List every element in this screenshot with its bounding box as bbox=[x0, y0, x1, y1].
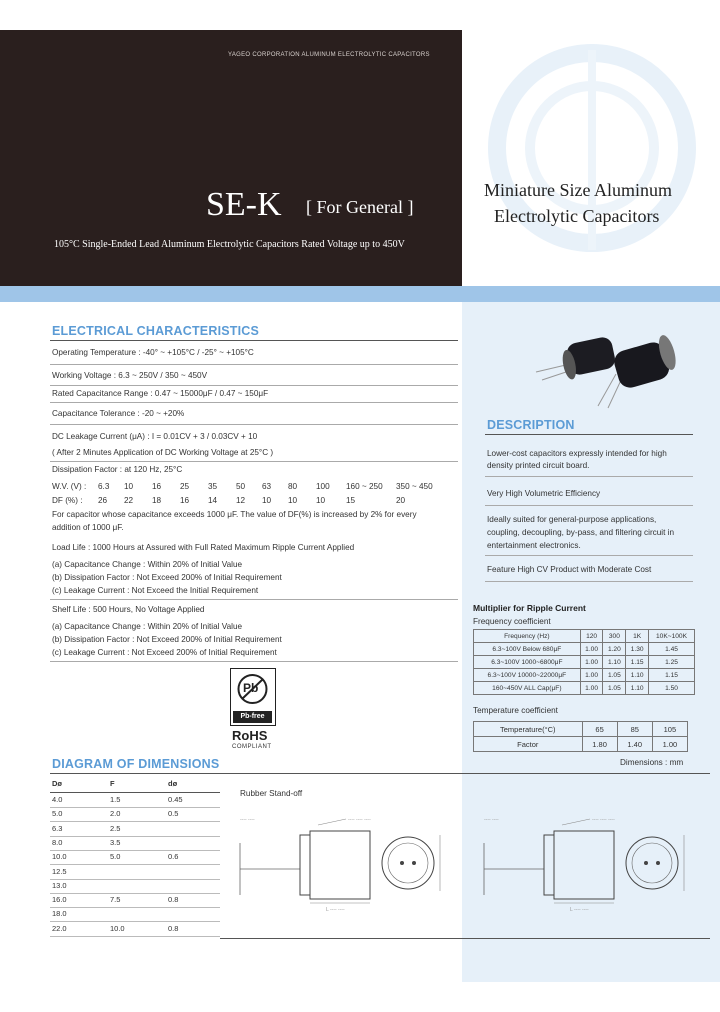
wv-value: 160 ~ 250 bbox=[346, 482, 383, 491]
wv-value: 100 bbox=[316, 482, 330, 491]
table-cell: 1.40 bbox=[617, 737, 652, 752]
table-cell: 1.00 bbox=[580, 643, 603, 656]
table-cell: 1.10 bbox=[603, 656, 626, 669]
rohs-logo: RoHS bbox=[232, 728, 268, 743]
dim-col-d: Dø bbox=[52, 779, 62, 788]
df-label: DF (%) : bbox=[52, 496, 83, 505]
svg-text:---- ----: ---- ---- bbox=[484, 817, 499, 823]
header-light-panel bbox=[462, 30, 720, 286]
diagram-heading: DIAGRAM OF DIMENSIONS bbox=[52, 757, 220, 771]
table-cell: 1.15 bbox=[626, 656, 649, 669]
dim-row-rule bbox=[50, 921, 220, 922]
dim-d-value: 8.0 bbox=[52, 837, 63, 847]
desc-p1-line1: Lower-cost capacitors expressly intended for high bbox=[487, 449, 667, 458]
dim-dd-value: 0.45 bbox=[168, 795, 183, 804]
shelf-life-b: (b) Dissipation Factor : Not Exceed 200% of Initial Requirement bbox=[52, 635, 282, 644]
dim-d-value: 12.5 bbox=[52, 866, 67, 876]
dim-row-rule bbox=[50, 936, 220, 937]
dimension-drawing-left bbox=[236, 805, 450, 915]
table-cell: 6.3~100V Below 680μF bbox=[474, 643, 581, 656]
svg-text:---- ---- ----: ---- ---- ---- bbox=[592, 817, 615, 823]
description-heading: DESCRIPTION bbox=[487, 418, 575, 432]
svg-text:L ---- ----: L ---- ---- bbox=[326, 907, 345, 913]
df-title: Dissipation Factor : at 120 Hz, 25°C bbox=[52, 465, 183, 474]
wv-value: 63 bbox=[262, 482, 272, 491]
dim-f-value: 7.5 bbox=[110, 895, 121, 905]
df-value: 12 bbox=[236, 496, 246, 505]
desc-p3-line3: entertainment electronics. bbox=[487, 541, 581, 550]
df-value: 18 bbox=[152, 496, 162, 505]
table-row bbox=[474, 656, 695, 669]
table-cell: 1.00 bbox=[580, 656, 603, 669]
dc-leakage-note: ( After 2 Minutes Application of DC Working Voltage at 25°C ) bbox=[52, 448, 274, 457]
rohs-compliant: COMPLIANT bbox=[232, 744, 272, 750]
table-cell: 6.3~100V 10000~22000μF bbox=[474, 669, 581, 682]
temperature-header-row bbox=[474, 722, 688, 737]
df-value: 20 bbox=[396, 496, 406, 505]
dim-f-value: 2.0 bbox=[110, 809, 121, 819]
table-row bbox=[474, 643, 695, 656]
svg-text:L ---- ----: L ---- ---- bbox=[570, 907, 589, 913]
dim-row-rule bbox=[50, 907, 220, 908]
dim-f-value: 2.5 bbox=[110, 823, 121, 833]
table-cell: 1.05 bbox=[603, 669, 626, 682]
dim-d-value: 10.0 bbox=[52, 852, 67, 862]
dim-row-rule bbox=[50, 864, 220, 865]
table-cell: 1.00 bbox=[580, 669, 603, 682]
frequency-coefficient-label: Frequency coefficient bbox=[473, 617, 551, 626]
wv-value: 16 bbox=[152, 482, 162, 491]
dim-f-value: 10.0 bbox=[110, 923, 125, 933]
table-cell: 1.25 bbox=[649, 656, 695, 669]
desc-p4: Feature High CV Product with Moderate Cost bbox=[487, 565, 652, 574]
table-cell: 1.50 bbox=[649, 682, 695, 695]
freq-header-cell: 1K bbox=[626, 630, 649, 643]
dim-dd-value: 0.8 bbox=[168, 895, 179, 905]
table-cell: 1.00 bbox=[652, 737, 687, 752]
load-life-a: (a) Capacitance Change : Within 20% of Initial Value bbox=[52, 560, 243, 569]
accent-band-right bbox=[462, 286, 720, 302]
wv-value: 25 bbox=[180, 482, 190, 491]
dim-d-value: 6.3 bbox=[52, 823, 63, 833]
electrical-heading: ELECTRICAL CHARACTERISTICS bbox=[52, 324, 260, 338]
pb-free-label: Pb-free bbox=[233, 711, 272, 723]
table-cell: 1.45 bbox=[649, 643, 695, 656]
wv-value: 50 bbox=[236, 482, 246, 491]
load-life: Load Life : 1000 Hours at Assured with Full Rated Maximum Ripple Current Applied bbox=[52, 543, 355, 552]
load-life-c: (c) Leakage Current : Not Exceed the Initial Requirement bbox=[52, 586, 259, 595]
title-line-2: Electrolytic Capacitors bbox=[494, 206, 660, 226]
page-bottom bbox=[0, 982, 720, 1012]
dimension-drawing-right bbox=[480, 805, 694, 915]
operating-temp: Operating Temperature : -40° ~ +105°C / -25° ~ +105°C bbox=[52, 348, 254, 357]
dim-f-value: 1.5 bbox=[110, 795, 121, 804]
temp-header-cell: 85 bbox=[617, 722, 652, 737]
dim-row-rule bbox=[50, 850, 220, 851]
df-value: 10 bbox=[262, 496, 272, 505]
svg-text:---- ----: ---- ---- bbox=[240, 817, 255, 823]
df-value: 22 bbox=[124, 496, 134, 505]
pb-free-logo bbox=[230, 668, 276, 726]
temp-header-cell: 65 bbox=[582, 722, 617, 737]
dim-row-rule bbox=[50, 836, 220, 837]
series-name: SE-K bbox=[206, 186, 282, 223]
temperature-coefficient-label: Temperature coefficient bbox=[473, 706, 558, 715]
desc-p1-line2: density printed circuit board. bbox=[487, 461, 590, 470]
table-row bbox=[474, 669, 695, 682]
dim-d-value: 18.0 bbox=[52, 909, 67, 919]
capacitor-photo bbox=[528, 326, 688, 410]
wv-value: 80 bbox=[288, 482, 298, 491]
table-cell: 1.00 bbox=[580, 682, 603, 695]
wv-label: W.V. (V) : bbox=[52, 482, 87, 491]
accent-band-left bbox=[0, 286, 462, 302]
table-row bbox=[474, 737, 688, 752]
desc-p3-line1: Ideally suited for general-purpose applications, bbox=[487, 515, 657, 524]
dim-row-rule bbox=[50, 821, 220, 822]
table-cell: 1.05 bbox=[603, 682, 626, 695]
table-cell: 1.10 bbox=[626, 669, 649, 682]
dim-d-value: 13.0 bbox=[52, 880, 67, 890]
dim-d-value: 5.0 bbox=[52, 809, 63, 819]
frequency-header-row bbox=[474, 630, 695, 643]
dim-row-rule bbox=[50, 807, 220, 808]
table-cell: 1.15 bbox=[649, 669, 695, 682]
df-value: 10 bbox=[288, 496, 298, 505]
table-cell: 6.3~100V 1000~6800μF bbox=[474, 656, 581, 669]
working-voltage: Working Voltage : 6.3 ~ 250V / 350 ~ 450V bbox=[52, 371, 208, 380]
dim-col-dd: dø bbox=[168, 779, 178, 788]
ripple-heading: Multiplier for Ripple Current bbox=[473, 603, 586, 613]
dim-dd-value: 0.6 bbox=[168, 852, 179, 862]
wv-value: 10 bbox=[124, 482, 134, 491]
svg-text:---- ---- ----: ---- ---- ---- bbox=[348, 817, 371, 823]
table-cell: 160~450V ALL Cap(μF) bbox=[474, 682, 581, 695]
df-note-1: For capacitor whose capacitance exceeds 1000 μF. The value of DF(%) is increased by 2% for every bbox=[52, 510, 417, 519]
df-value: 10 bbox=[316, 496, 326, 505]
dim-d-value: 4.0 bbox=[52, 795, 63, 804]
pb-text: Pb bbox=[243, 681, 259, 695]
title-line-1: Miniature Size Aluminum bbox=[484, 180, 672, 200]
df-value: 15 bbox=[346, 496, 356, 505]
table-cell: 1.30 bbox=[626, 643, 649, 656]
watermark-circle-graphic bbox=[462, 30, 720, 286]
shelf-life: Shelf Life : 500 Hours, No Voltage Applied bbox=[52, 605, 205, 614]
desc-p3-line2: coupling, decoupling, by-pass, and filtering circuit in bbox=[487, 528, 675, 537]
table-row bbox=[474, 682, 695, 695]
temp-header-cell: Temperature(°C) bbox=[474, 722, 583, 737]
table-cell: 1.10 bbox=[626, 682, 649, 695]
dim-d-value: 16.0 bbox=[52, 895, 67, 905]
dim-row-rule bbox=[50, 879, 220, 880]
df-value: 26 bbox=[98, 496, 108, 505]
df-note-2: addition of 1000 μF. bbox=[52, 523, 124, 532]
temperature-table bbox=[473, 721, 688, 752]
load-life-b: (b) Dissipation Factor : Not Exceed 200% of Initial Requirement bbox=[52, 573, 282, 582]
rubber-standoff-label: Rubber Stand-off bbox=[240, 789, 303, 798]
freq-header-cell: 10K~100K bbox=[649, 630, 695, 643]
table-cell: 1.20 bbox=[603, 643, 626, 656]
desc-p2: Very High Volumetric Efficiency bbox=[487, 489, 601, 498]
wv-value: 35 bbox=[208, 482, 218, 491]
dim-dd-value: 0.8 bbox=[168, 923, 179, 933]
dc-leakage: DC Leakage Current (μA) : I = 0.01CV + 3 / 0.03CV + 10 bbox=[52, 432, 258, 441]
capacitance-range: Rated Capacitance Range : 0.47 ~ 15000μF / 0.47 ~ 150μF bbox=[52, 389, 269, 398]
df-value: 14 bbox=[208, 496, 218, 505]
capacitance-tolerance: Capacitance Tolerance : -20 ~ +20% bbox=[52, 409, 185, 418]
dim-dd-value: 0.5 bbox=[168, 809, 179, 819]
header-subtitle: 105°C Single-Ended Lead Aluminum Electrolytic Capacitors Rated Voltage up to 450V bbox=[54, 239, 405, 250]
dim-col-f: F bbox=[110, 779, 115, 788]
shelf-life-c: (c) Leakage Current : Not Exceed 200% of Initial Requirement bbox=[52, 648, 277, 657]
table-cell: Factor bbox=[474, 737, 583, 752]
dim-f-value: 5.0 bbox=[110, 852, 121, 862]
freq-header-cell: 300 bbox=[603, 630, 626, 643]
temp-header-cell: 105 bbox=[652, 722, 687, 737]
shelf-life-a: (a) Capacitance Change : Within 20% of Initial Value bbox=[52, 622, 243, 631]
dim-d-value: 22.0 bbox=[52, 923, 67, 933]
series-tag: [ For General ] bbox=[306, 197, 414, 217]
wv-value: 350 ~ 450 bbox=[396, 482, 433, 491]
freq-header-cell: Frequency (Hz) bbox=[474, 630, 581, 643]
company-name: YAGEO CORPORATION ALUMINUM ELECTROLYTIC CAPACITORS bbox=[228, 52, 430, 58]
wv-value: 6.3 bbox=[98, 482, 110, 491]
table-cell: 1.80 bbox=[582, 737, 617, 752]
dim-f-value: 3.5 bbox=[110, 837, 121, 847]
frequency-table bbox=[473, 629, 695, 695]
dimensions-unit: Dimensions : mm bbox=[620, 758, 684, 767]
df-value: 16 bbox=[180, 496, 190, 505]
dim-row-rule bbox=[50, 893, 220, 894]
freq-header-cell: 120 bbox=[580, 630, 603, 643]
